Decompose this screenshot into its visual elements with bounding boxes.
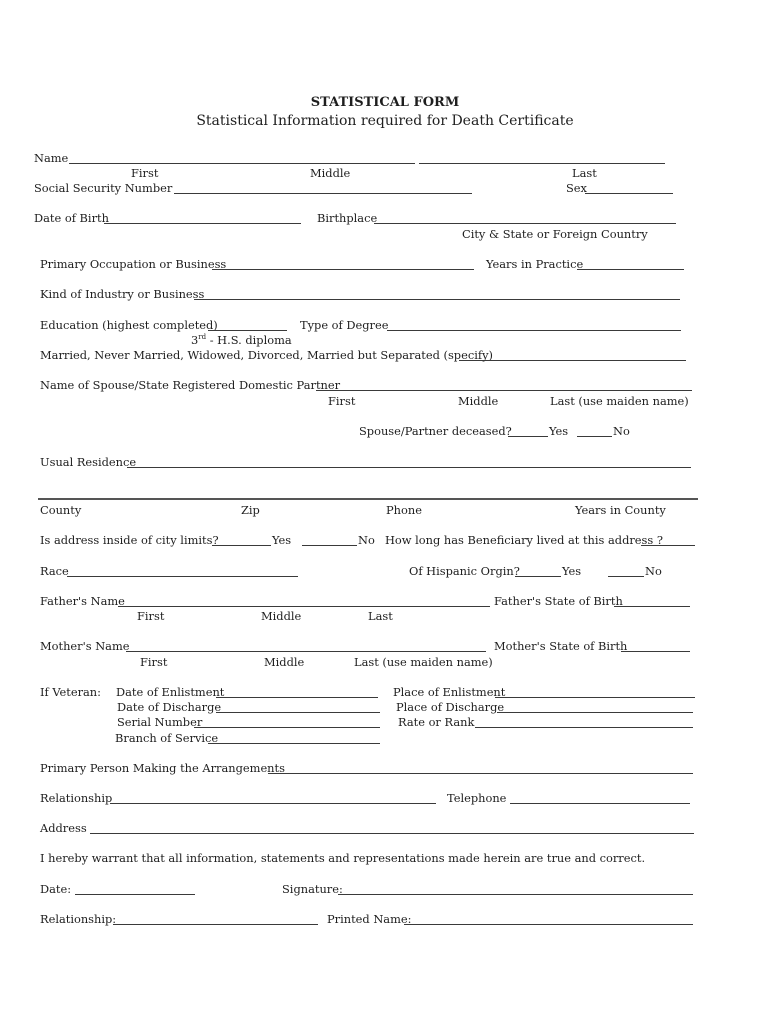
spouse-deceased-no-field[interactable] <box>577 436 612 437</box>
education-hint: 3rd - H.S. diploma <box>191 333 292 347</box>
father-middle-caption: Middle <box>261 609 302 623</box>
occupation-field[interactable] <box>212 269 474 270</box>
birthplace-field[interactable] <box>374 223 676 224</box>
dob-label: Date of Birth <box>34 211 109 225</box>
spouse-deceased-no: No <box>613 424 630 438</box>
address-field[interactable] <box>90 833 694 834</box>
relationship-field[interactable] <box>110 803 436 804</box>
mother-first-caption: First <box>140 655 168 669</box>
printed-name-label: Printed Name: <box>327 912 412 926</box>
years-in-practice-label: Years in Practice <box>486 257 584 271</box>
education-label: Education (highest completed) <box>40 318 218 332</box>
dob-field[interactable] <box>104 223 301 224</box>
place-enlistment-field[interactable] <box>495 697 695 698</box>
name-label: Name <box>34 151 69 165</box>
date-discharge-label: Date of Discharge <box>117 700 222 714</box>
serial-number-label: Serial Number <box>117 715 203 729</box>
usual-residence-label: Usual Residence <box>40 455 137 469</box>
branch-field[interactable] <box>208 743 380 744</box>
printed-name-field[interactable] <box>404 924 693 925</box>
warrant-statement: I hereby warrant that all information, statements and representations made herein are true and correct. <box>40 851 646 865</box>
birthplace-caption: City & State or Foreign Country <box>462 227 648 241</box>
hispanic-yes-field[interactable] <box>515 576 561 577</box>
race-label: Race <box>40 564 69 578</box>
beneficiary-lived-field[interactable] <box>641 545 695 546</box>
date-field[interactable] <box>75 894 195 895</box>
father-state-field[interactable] <box>614 606 690 607</box>
name-last-field[interactable] <box>419 163 665 164</box>
date-label: Date: <box>40 882 72 896</box>
relationship2-field[interactable] <box>113 924 318 925</box>
relationship2-label: Relationship: <box>40 912 117 926</box>
date-enlistment-field[interactable] <box>216 697 378 698</box>
serial-number-field[interactable] <box>194 727 380 728</box>
sex-label: Sex <box>566 181 587 195</box>
spouse-last-caption: Last (use maiden name) <box>550 394 689 408</box>
form-subtitle: Statistical Information required for Death Certificate <box>196 113 574 129</box>
form-title: STATISTICAL FORM <box>310 95 460 110</box>
if-veteran-label: If Veteran: <box>40 685 101 699</box>
hispanic-no: No <box>645 564 662 578</box>
type-of-degree-label: Type of Degree <box>300 318 389 332</box>
father-last-caption: Last <box>368 609 393 623</box>
place-discharge-field[interactable] <box>497 712 693 713</box>
spouse-deceased-yes: Yes <box>549 424 569 438</box>
years-in-practice-field[interactable] <box>577 269 684 270</box>
father-first-caption: First <box>137 609 165 623</box>
date-discharge-field[interactable] <box>216 712 380 713</box>
spouse-name-field[interactable] <box>316 390 692 391</box>
city-limits-no-field[interactable] <box>302 545 357 546</box>
ssn-label: Social Security Number <box>34 181 173 195</box>
hispanic-no-field[interactable] <box>608 576 644 577</box>
mother-state-field[interactable] <box>621 651 690 652</box>
telephone-field[interactable] <box>510 803 690 804</box>
sex-field[interactable] <box>585 193 673 194</box>
mother-state-label: Mother's State of Birth <box>494 639 628 653</box>
father-name-label: Father's Name <box>40 594 125 608</box>
spouse-deceased-label: Spouse/Partner deceased? <box>359 424 512 438</box>
arranger-field[interactable] <box>268 773 693 774</box>
name-first-middle-field[interactable] <box>69 163 415 164</box>
spouse-first-caption: First <box>328 394 356 408</box>
beneficiary-lived-label: How long has Beneficiary lived at this address ? <box>385 533 663 547</box>
father-name-field[interactable] <box>118 606 490 607</box>
hispanic-yes: Yes <box>562 564 582 578</box>
spouse-deceased-yes-field[interactable] <box>508 436 548 437</box>
zip-label: Zip <box>241 503 260 517</box>
city-limits-label: Is address inside of city limits? <box>40 533 219 547</box>
rate-rank-label: Rate or Rank <box>398 715 475 729</box>
industry-field[interactable] <box>194 299 680 300</box>
phone-label: Phone <box>386 503 422 517</box>
birthplace-label: Birthplace <box>317 211 378 225</box>
county-label: County <box>40 503 82 517</box>
city-limits-yes: Yes <box>272 533 292 547</box>
hispanic-label: Of Hispanic Orgin? <box>409 564 520 578</box>
name-first-caption: First <box>131 166 159 180</box>
ssn-field[interactable] <box>174 193 472 194</box>
marital-status-field[interactable] <box>459 360 686 361</box>
city-limits-no: No <box>358 533 375 547</box>
section-divider <box>38 498 698 500</box>
type-of-degree-field[interactable] <box>387 330 681 331</box>
mother-last-caption: Last (use maiden name) <box>354 655 493 669</box>
city-limits-yes-field[interactable] <box>212 545 271 546</box>
marital-status-label: Married, Never Married, Widowed, Divorced, Married but Separated (specify) <box>40 348 493 362</box>
years-in-county-label: Years in County <box>575 503 666 517</box>
usual-residence-field[interactable] <box>127 467 691 468</box>
mother-name-label: Mother's Name <box>40 639 130 653</box>
arranger-label: Primary Person Making the Arrangements <box>40 761 285 775</box>
race-field[interactable] <box>67 576 298 577</box>
father-state-label: Father's State of Birth <box>494 594 623 608</box>
industry-label: Kind of Industry or Business <box>40 287 205 301</box>
place-enlistment-label: Place of Enlistment <box>393 685 506 699</box>
signature-label: Signature: <box>282 882 343 896</box>
education-field[interactable] <box>208 330 287 331</box>
spouse-name-label: Name of Spouse/State Registered Domestic Partner <box>40 378 341 392</box>
mother-middle-caption: Middle <box>264 655 305 669</box>
rate-rank-field[interactable] <box>475 727 693 728</box>
date-enlistment-label: Date of Enlistment <box>116 685 225 699</box>
occupation-label: Primary Occupation or Business <box>40 257 227 271</box>
spouse-middle-caption: Middle <box>458 394 499 408</box>
place-discharge-label: Place of Discharge <box>396 700 505 714</box>
mother-name-field[interactable] <box>126 651 486 652</box>
name-middle-caption: Middle <box>310 166 351 180</box>
address-label: Address <box>40 821 87 835</box>
signature-field[interactable] <box>338 894 693 895</box>
relationship-label: Relationship <box>40 791 113 805</box>
name-last-caption: Last <box>572 166 597 180</box>
telephone-label: Telephone <box>447 791 507 805</box>
branch-label: Branch of Service <box>115 731 219 745</box>
